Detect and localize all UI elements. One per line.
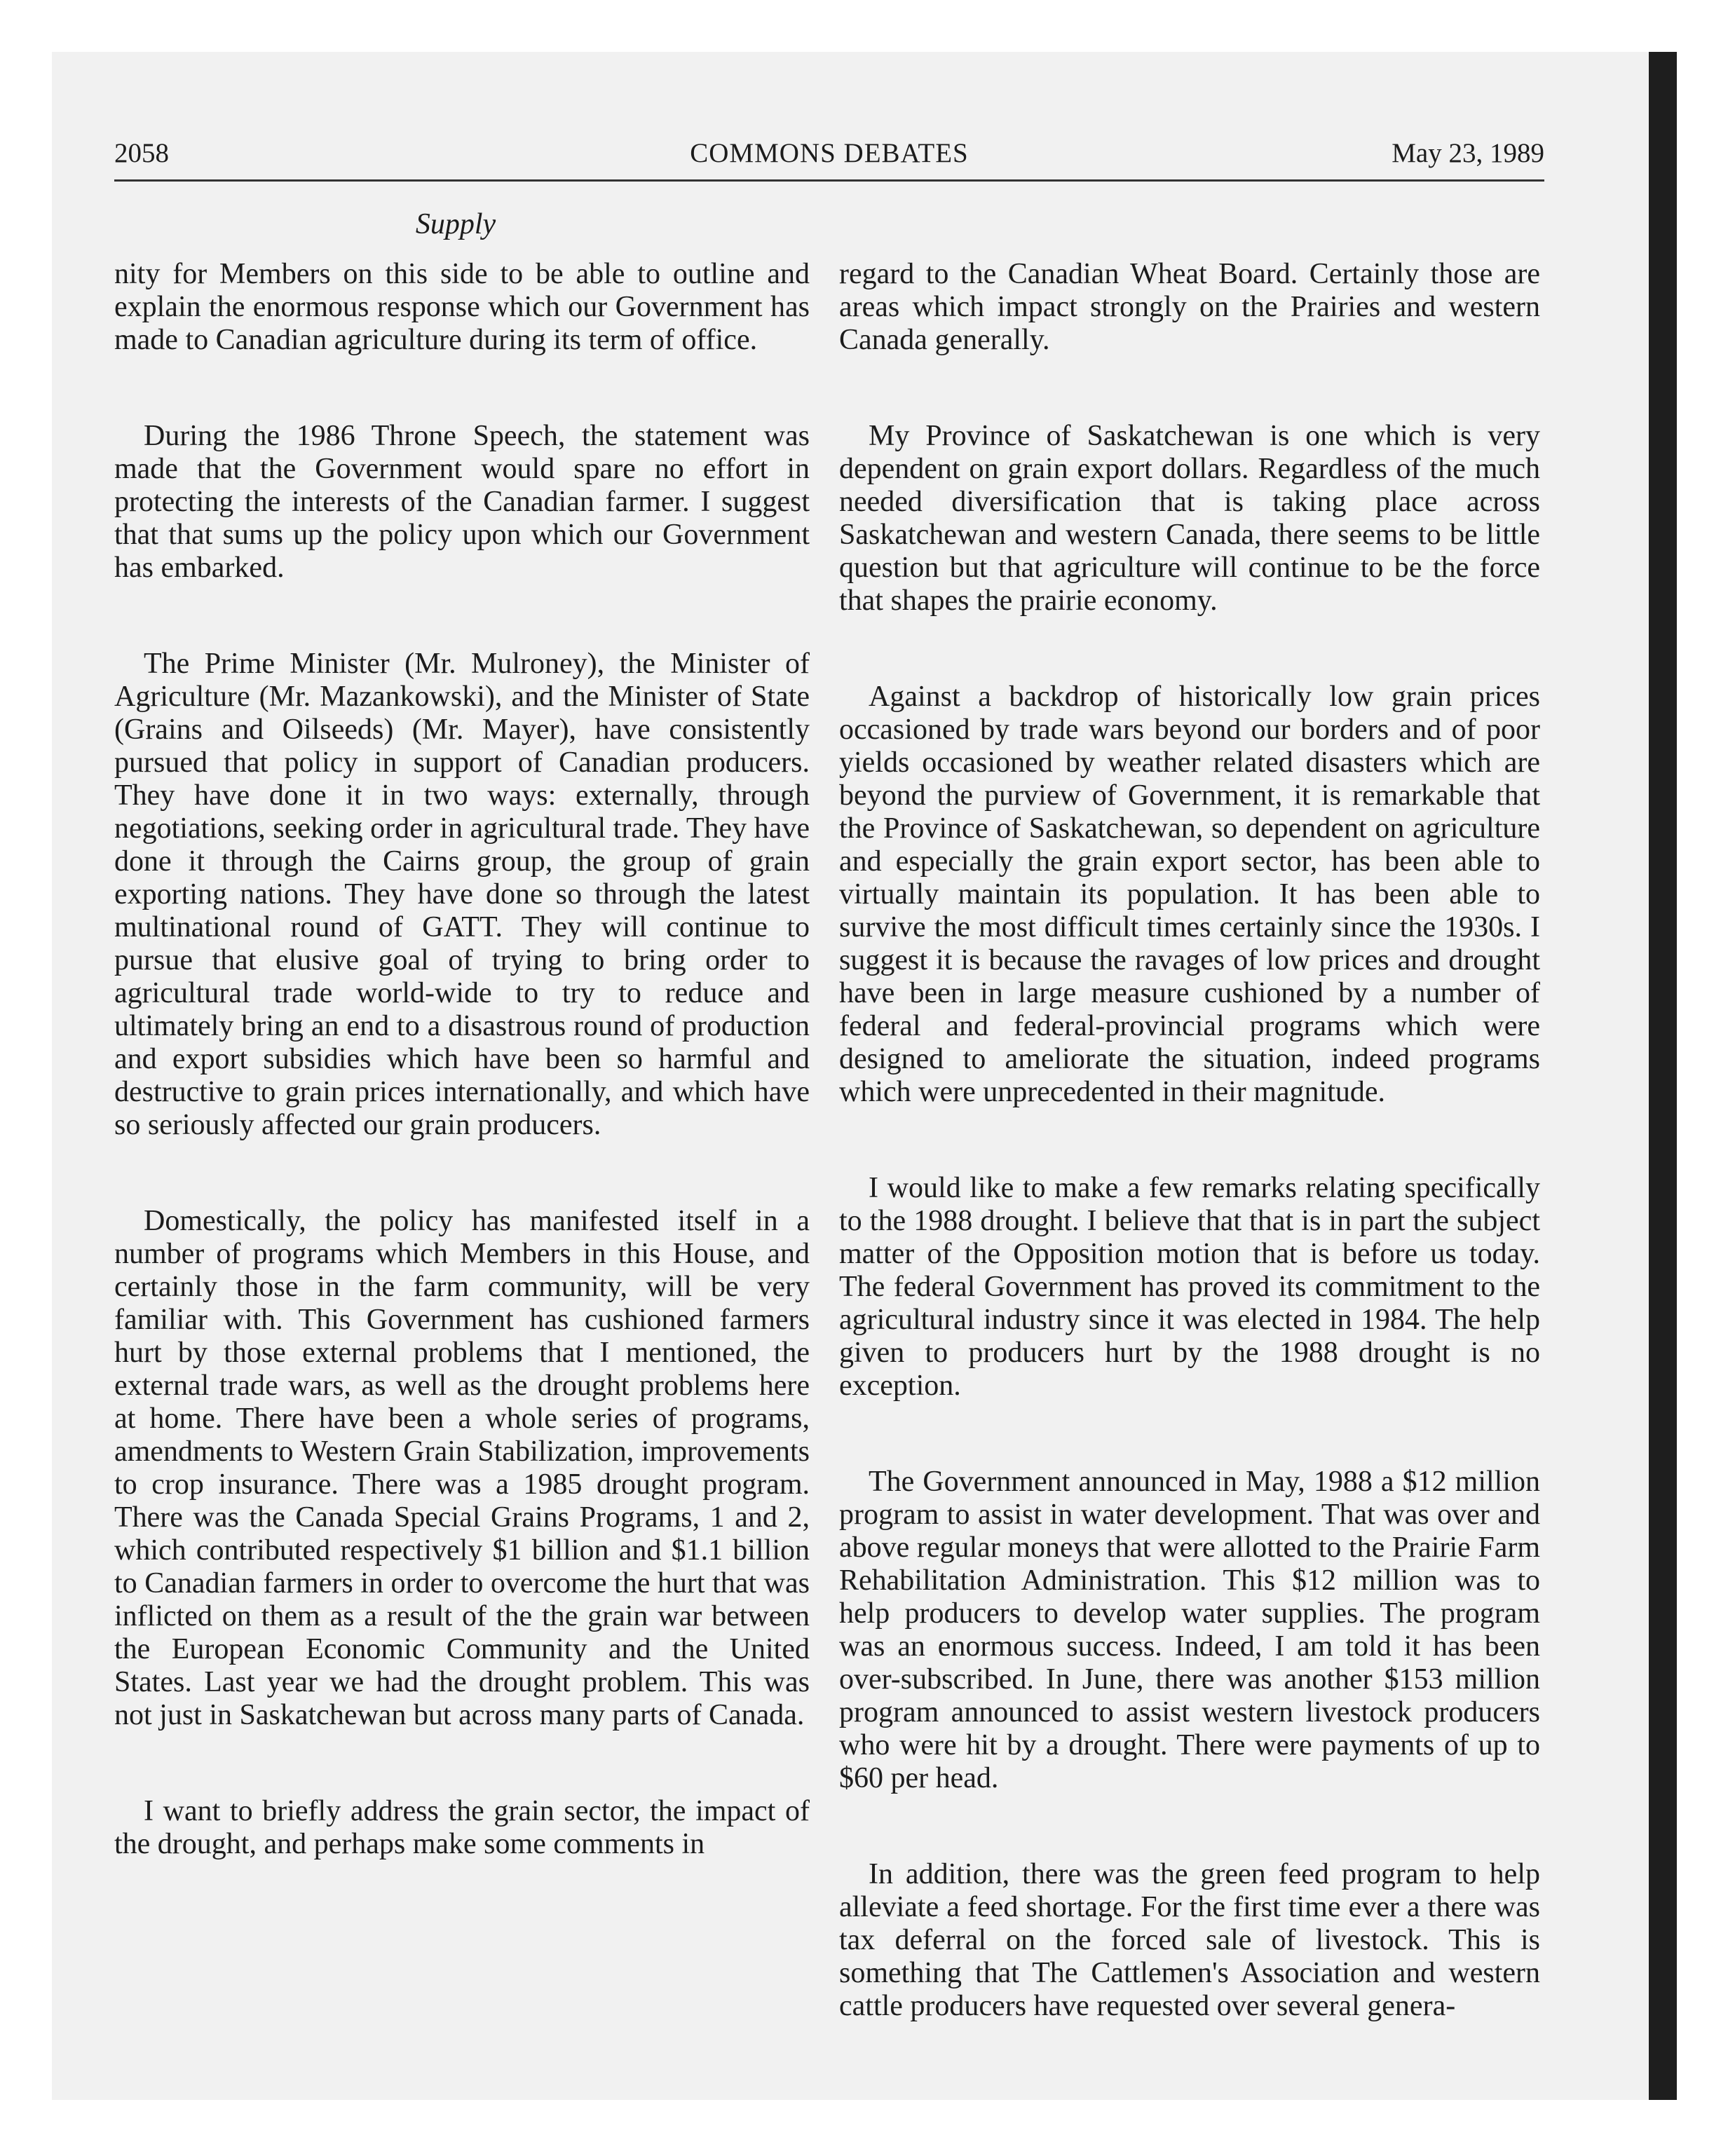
paragraph: During the 1986 Throne Speech, the statement was made that the Government would spare no effort in protecting the interests of the Canadian farmer. I suggest that that sums up the policy upon which our Government has embarked. [114, 420, 810, 584]
paragraph: regard to the Canadian Wheat Board. Certainly those are areas which impact strongly on the Prairies and western Canada generally. [839, 258, 1540, 356]
paragraph: I would like to make a few remarks relating specifically to the 1988 drought. I believe that that is in part the subject matter of the Opposition motion that is before us today. The federal Government has proved its commitment to the agricultural industry since it was elected in 1984. The help given to producers hurt by the 1988 drought is no exception. [839, 1172, 1540, 1402]
right-column [839, 258, 1540, 2086]
paragraph: nity for Members on this side to be able to outline and explain the enormous response which our Government has made to Canadian agriculture during its term of office. [114, 258, 810, 356]
publication-title: COMMONS DEBATES [690, 138, 969, 168]
page-date: May 23, 1989 [1392, 138, 1544, 168]
paragraph: Against a backdrop of historically low grain prices occasioned by trade wars beyond our borders and of poor yields occasioned by weather related disasters which are beyond the purview of Government, it is remarkable that the Province of Saskatchewan, so dependent on agriculture and especially the grain export sector, has been able to virtually maintain its population. It has been able to survive the most difficult times certainly since the 1930s. I suggest it is because the ravages of low prices and drought have been in large measure cushioned by a number of federal and federal-provincial programs which were designed to ameliorate the situation, indeed programs which were unprecedented in their magnitude. [839, 681, 1540, 1108]
page-number: 2058 [114, 138, 169, 168]
page-header [114, 137, 1544, 182]
paragraph: The Prime Minister (Mr. Mulroney), the Minister of Agriculture (Mr. Mazankowski), and the Minister of State (Grains and Oilseeds) (Mr. Mayer), have consistently pursued that policy in support of Canadian producers. They have done it in two ways: externally, through negotiations, seeking order in agricultural trade. They have done it through the Cairns group, the group of grain exporting nations. They have done so through the latest multinational round of GATT. They will continue to pursue that elusive goal of trying to bring order to agricultural trade world-wide to try to reduce and ultimately bring an end to a disastrous round of production and export subsidies which have been so harmful and destructive to grain prices internationally, and which have so seriously affected our grain producers. [114, 648, 810, 1141]
paragraph: My Province of Saskatchewan is one which is very dependent on grain export dollars. Regardless of the much needed diversification that is taking place across Saskatchewan and western Canada, there seems to be little question but that agriculture will continue to be the force that shapes the prairie economy. [839, 420, 1540, 617]
section-title: Supply [415, 208, 496, 240]
paragraph: I want to briefly address the grain sector, the impact of the drought, and perhaps make some comments in [114, 1795, 810, 1860]
scan-edge-bar [1649, 52, 1677, 2100]
paragraph: Domestically, the policy has manifested itself in a number of programs which Members in this House, and certainly those in the farm community, will be very familiar with. This Government has cushioned farmers hurt by those external problems that I mentioned, the external trade wars, as well as the drought problems here at home. There have been a whole series of programs, amendments to Western Grain Stabilization, improvements to crop insurance. There was a 1985 drought program. There was the Canada Special Grains Programs, 1 and 2, which contributed respectively $1 billion and $1.1 billion to Canadian farmers in order to overcome the hurt that was inflicted on them as a result of the the grain war between the European Economic Community and the United States. Last year we had the drought problem. This was not just in Saskatchewan but across many parts of Canada. [114, 1205, 810, 1731]
left-column [114, 258, 810, 1924]
paragraph: In addition, there was the green feed program to help alleviate a feed shortage. For the first time ever a there was tax deferral on the forced sale of livestock. This is something that The Cattlemen's Association and western cattle producers have requested over several genera- [839, 1858, 1540, 2022]
paragraph: The Government announced in May, 1988 a $12 million program to assist in water development. That was over and above regular moneys that were allotted to the Prairie Farm Rehabilitation Administration. This $12 million was to help producers to develop water supplies. The program was an enormous success. Indeed, I am told it has been over-subscribed. In June, there was another $153 million program announced to assist western livestock producers who were hit by a drought. There were payments of up to $60 per head. [839, 1466, 1540, 1794]
